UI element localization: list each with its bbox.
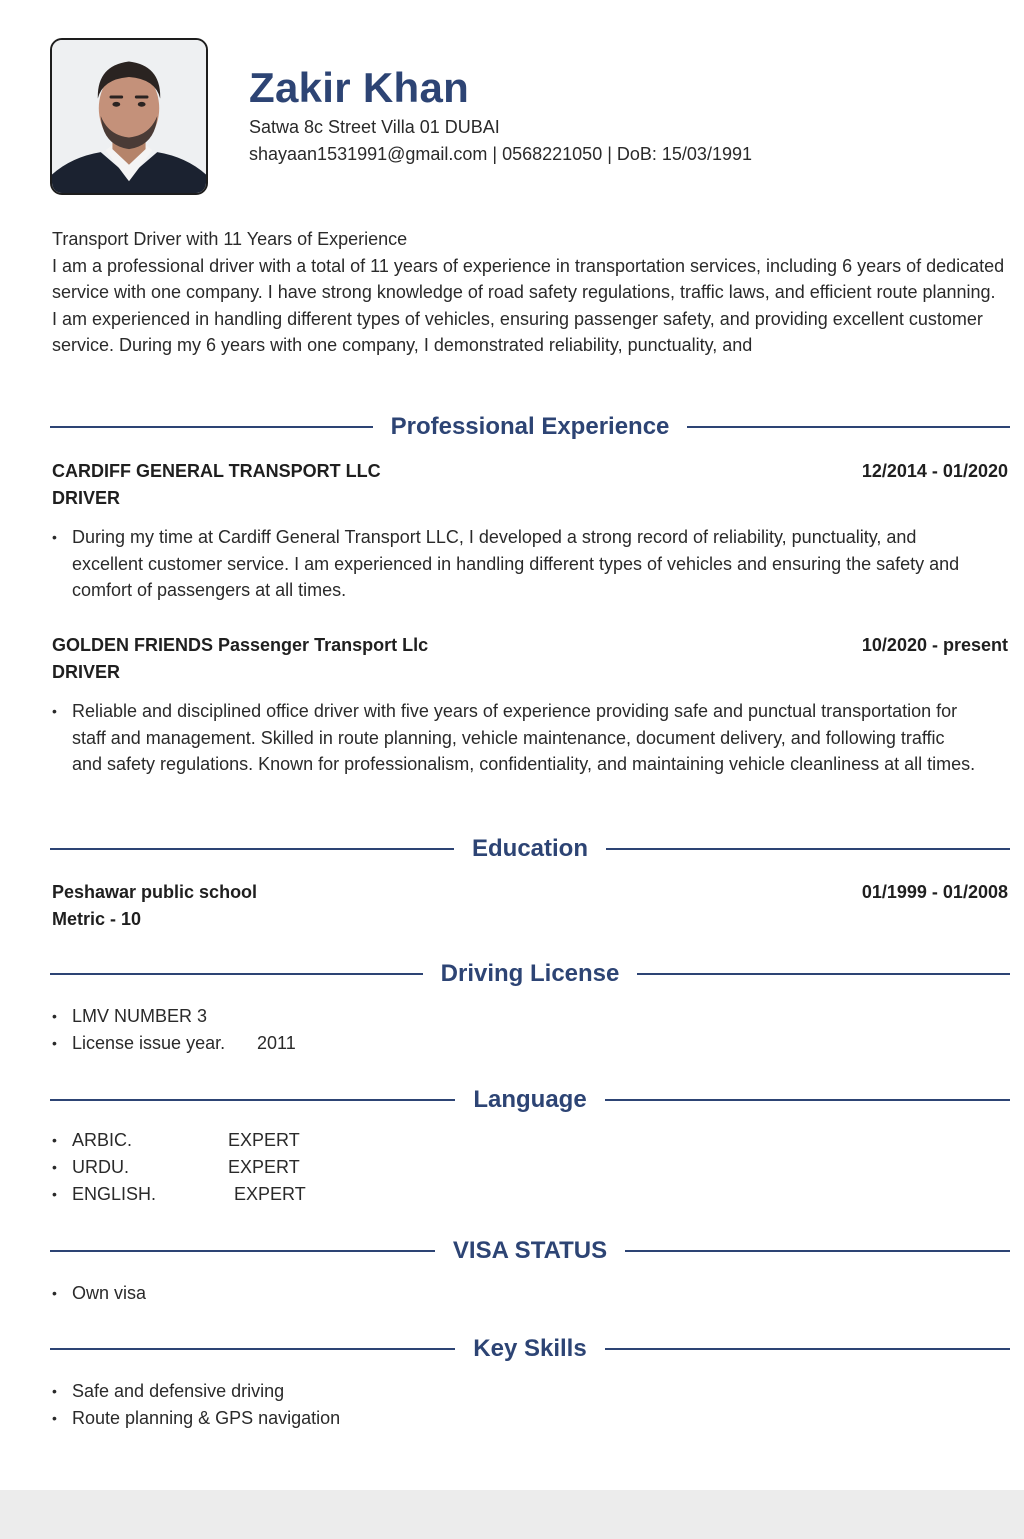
section-title: Driving License — [440, 960, 620, 987]
education-dates: 01/1999 - 01/2008 — [861, 882, 1008, 902]
list-item — [52, 1127, 306, 1154]
divider-line — [50, 426, 373, 428]
bullet-icon: • — [52, 1159, 57, 1175]
skills-list — [52, 1378, 340, 1432]
list-item — [52, 1378, 340, 1405]
license-year-label: License issue year. — [72, 1033, 226, 1053]
bullet-icon: • — [52, 1383, 57, 1399]
education-degree: Metric - 10 — [52, 909, 142, 929]
job-header — [52, 461, 1008, 482]
list-item — [52, 1003, 296, 1030]
divider-line — [637, 973, 1010, 975]
bullet-icon: • — [52, 1132, 57, 1148]
divider-line — [606, 848, 1010, 850]
list-item — [52, 1154, 306, 1181]
divider-line — [50, 973, 423, 975]
divider-line — [50, 1099, 455, 1101]
section-header-license — [50, 957, 1010, 991]
list-item — [52, 1405, 340, 1432]
list-item — [52, 524, 977, 604]
company-name: CARDIFF GENERAL TRANSPORT LLC — [52, 461, 381, 481]
list-item — [52, 1181, 306, 1208]
skill-text: Safe and defensive driving — [72, 1381, 285, 1401]
section-title: VISA STATUS — [452, 1237, 608, 1264]
list-item — [52, 1280, 146, 1307]
divider-line — [50, 1250, 435, 1252]
divider-line — [50, 1348, 455, 1350]
education-header — [52, 882, 1008, 903]
job-role: DRIVER — [52, 662, 121, 682]
license-year-value: 2011 — [257, 1033, 296, 1053]
language-name: URDU. — [72, 1157, 129, 1177]
candidate-address: Satwa 8c Street Villa 01 DUBAI — [249, 117, 500, 137]
language-level: EXPERT — [228, 1157, 300, 1177]
candidate-contact: shayaan1531991@gmail.com | 0568221050 | DoB: 15/03/1991 — [249, 144, 752, 164]
summary-paragraph: I am a professional driver with a total of 11 years of experience in transportation services, including 6 years of dedicated service with one company. I have strong knowledge of road safety regulations, traffic laws, and efficient route planning. — [52, 255, 1005, 302]
divider-line — [605, 1099, 1010, 1101]
list-item — [52, 1030, 296, 1057]
section-header-skills — [50, 1332, 1010, 1366]
language-name: ENGLISH. — [72, 1184, 157, 1204]
company-name: GOLDEN FRIENDS Passenger Transport Llc — [52, 635, 429, 655]
license-list — [52, 1003, 296, 1057]
section-header-language — [50, 1083, 1010, 1117]
bullet-text: Reliable and disciplined office driver with five years of experience providing safe and punctual transportation for staff and management. Skilled in route planning, vehicle maintenance, document delivery, and following traffic and safety regulations. Known for professionalism, confidentiality, and maintaining vehicle cleanliness at all times. — [72, 701, 976, 774]
section-title: Key Skills — [473, 1335, 587, 1362]
job-dates: 12/2014 - 01/2020 — [861, 461, 1008, 481]
license-number: LMV NUMBER 3 — [72, 1006, 208, 1026]
divider-line — [625, 1250, 1010, 1252]
page-bottom-margin — [0, 1490, 1024, 1539]
visa-status: Own visa — [72, 1283, 147, 1303]
divider-line — [687, 426, 1010, 428]
summary-headline: Transport Driver with 11 Years of Experience — [52, 229, 408, 249]
job-description — [52, 524, 977, 604]
bullet-icon: • — [52, 1410, 57, 1426]
section-title: Language — [473, 1086, 587, 1113]
visa-list — [52, 1280, 146, 1307]
language-level: EXPERT — [234, 1184, 306, 1204]
section-title: Education — [472, 835, 589, 862]
bullet-icon: • — [52, 1035, 57, 1051]
job-description — [52, 698, 977, 778]
person-portrait-icon — [52, 40, 206, 193]
divider-line — [50, 848, 454, 850]
bullet-icon: • — [52, 1186, 57, 1202]
language-level: EXPERT — [228, 1130, 300, 1150]
candidate-name: Zakir Khan — [249, 64, 470, 111]
school-name: Peshawar public school — [52, 882, 258, 902]
divider-line — [605, 1348, 1010, 1350]
bullet-icon: • — [52, 703, 57, 719]
job-header — [52, 635, 1008, 656]
bullet-text: During my time at Cardiff General Transport LLC, I developed a strong record of reliability, punctuality, and excellent customer service. I am experienced in handling different types of vehicles and ensuring the safety and comfort of passengers at all times. — [72, 527, 960, 600]
language-name: ARBIC. — [72, 1130, 133, 1150]
bullet-icon: • — [52, 1285, 57, 1301]
summary-paragraph: I am experienced in handling different types of vehicles, ensuring passenger safety, and providing excellent customer service. During my 6 years with one company, I demonstrated reliability, punctuality, and — [52, 308, 983, 355]
bullet-icon: • — [52, 1008, 57, 1024]
list-item — [52, 698, 977, 778]
bullet-icon: • — [52, 529, 57, 545]
section-header-experience — [50, 410, 1010, 444]
section-title: Professional Experience — [390, 413, 670, 440]
skill-text: Route planning & GPS navigation — [72, 1408, 341, 1428]
job-dates: 10/2020 - present — [861, 635, 1008, 655]
language-list — [52, 1127, 306, 1208]
profile-summary — [52, 226, 1007, 359]
profile-photo — [50, 38, 208, 195]
section-header-education — [50, 832, 1010, 866]
section-header-visa — [50, 1234, 1010, 1268]
job-role: DRIVER — [52, 488, 121, 508]
